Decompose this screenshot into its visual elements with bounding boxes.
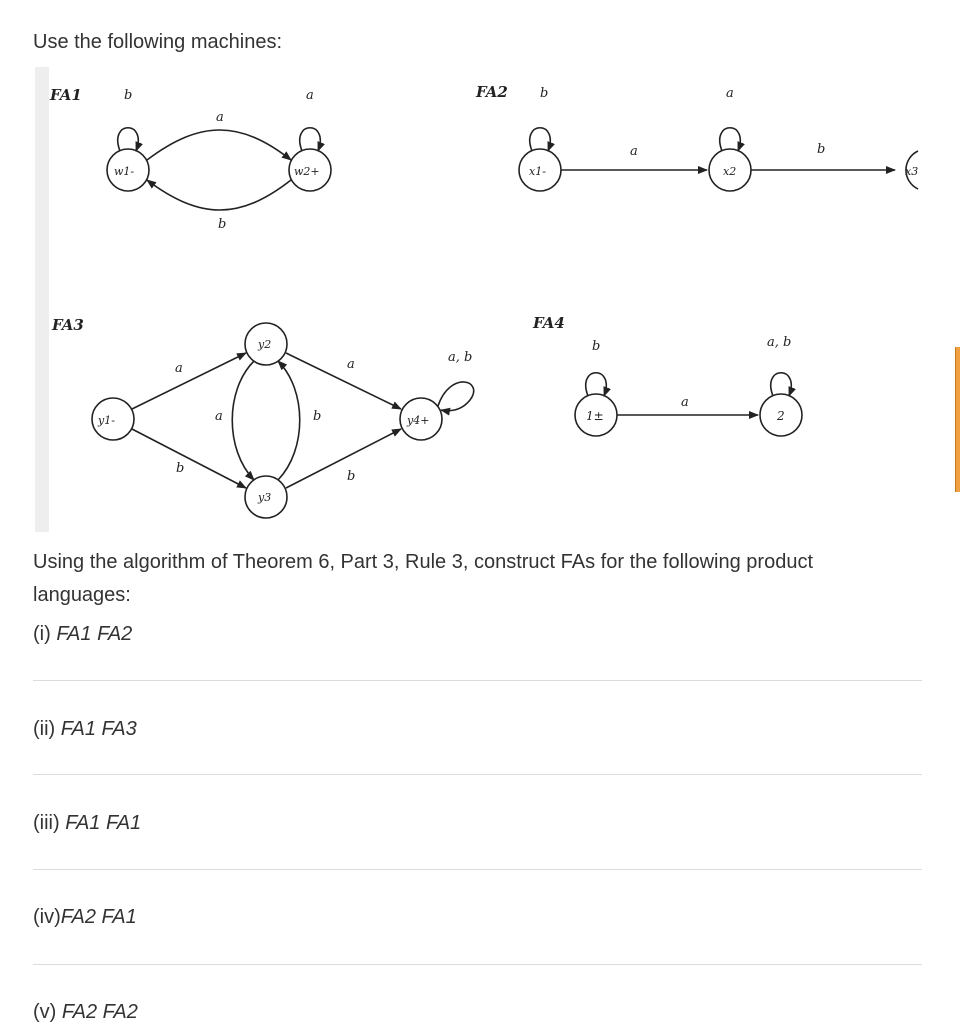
fa3-state-y3-label: y3 bbox=[258, 491, 272, 504]
fa1-state-w1-label: w1- bbox=[114, 165, 135, 178]
fa1-edge-bottom-label: b bbox=[218, 217, 227, 232]
fa3-edge-y2y4 bbox=[286, 353, 401, 409]
fa2-state-x1-label: x1- bbox=[529, 165, 546, 178]
item-2-first: FA1 bbox=[60, 718, 96, 740]
fa4-title: FA4 bbox=[533, 314, 565, 332]
item-5-number: (v) bbox=[33, 1001, 62, 1023]
item-1-number: (i) bbox=[33, 623, 57, 645]
item-3-second: FA1 bbox=[105, 812, 142, 834]
fa2-state-x2-label: x2 bbox=[723, 165, 737, 178]
fa1-loop-w2-label: a bbox=[306, 88, 314, 103]
item-4-first: FA2 bbox=[60, 906, 96, 928]
item-2 bbox=[33, 718, 137, 741]
fa3-edge-y2y3 bbox=[232, 361, 254, 480]
item-3-first: FA1 bbox=[65, 812, 101, 834]
fa3-loop-y4 bbox=[438, 382, 474, 411]
fa4-loop-1-label: b bbox=[592, 339, 601, 354]
fa1-edge-top bbox=[147, 130, 291, 160]
fa2-edge-x1x2-label: a bbox=[630, 144, 638, 159]
scrollbar-thumb[interactable] bbox=[955, 347, 960, 492]
fa4-edge-12-label: a bbox=[681, 395, 689, 410]
item-5 bbox=[33, 1001, 138, 1024]
fa1-title: FA1 bbox=[50, 86, 82, 104]
item-3-number: (iii) bbox=[33, 812, 66, 834]
fa2-loop-x2 bbox=[720, 128, 741, 151]
fa2-loop-x1 bbox=[530, 128, 551, 151]
item-5-first: FA2 bbox=[61, 1001, 98, 1023]
fa3-state-y4-label: y4+ bbox=[407, 414, 430, 427]
item-1 bbox=[33, 623, 132, 646]
item-1-second: FA2 bbox=[97, 623, 133, 645]
fa4-state-1-label: 1± bbox=[586, 409, 604, 423]
fa3-loop-y4-label: a, b bbox=[448, 350, 473, 365]
item-4-second: FA1 bbox=[101, 906, 137, 928]
divider bbox=[33, 680, 922, 681]
fa3-edge-y1y3 bbox=[132, 429, 246, 488]
item-2-second: FA3 bbox=[101, 718, 137, 740]
item-4-number: (iv) bbox=[33, 906, 61, 928]
divider bbox=[33, 869, 922, 870]
item-1-first: FA1 bbox=[56, 623, 92, 645]
fa1-loop-w1 bbox=[118, 128, 139, 151]
fa3-edge-y2y3-label: a bbox=[215, 409, 223, 424]
fa1-loop-w2 bbox=[300, 128, 321, 151]
fa4-loop-2-label: a, b bbox=[767, 335, 792, 350]
fa2-edge-x2x3-label: b bbox=[817, 142, 826, 157]
divider bbox=[33, 774, 922, 775]
intro-text: Use the following machines: bbox=[33, 31, 283, 53]
item-4 bbox=[33, 906, 137, 929]
item-2-number: (ii) bbox=[33, 718, 61, 740]
fa4-loop-2 bbox=[771, 373, 792, 396]
divider bbox=[33, 964, 922, 965]
fa3-edge-y3y4-label: b bbox=[347, 469, 356, 484]
fa3-edge-y1y2-label: a bbox=[175, 361, 183, 376]
fa3-state-y2-label: y2 bbox=[258, 338, 272, 351]
fa1-state-w2-label: w2+ bbox=[294, 165, 320, 178]
item-3 bbox=[33, 812, 141, 835]
fa3-edge-y3y2 bbox=[278, 361, 300, 480]
fa3-edge-y3y2-label: b bbox=[313, 409, 322, 424]
fa3-title: FA3 bbox=[52, 316, 84, 334]
question-text: Using the algorithm of Theorem 6, Part 3, Rule 3, construct FAs for the following product languages: bbox=[33, 551, 814, 606]
fa2-title: FA2 bbox=[476, 83, 508, 101]
fa1-edge-top-label: a bbox=[216, 110, 224, 125]
fa4-state-2-label: 2 bbox=[777, 409, 785, 423]
fa3-edge-y3y4 bbox=[286, 429, 401, 488]
fa1-loop-w1-label: b bbox=[124, 88, 133, 103]
fa3-edge-y1y2 bbox=[132, 353, 246, 409]
fa3-state-y1-label: y1- bbox=[98, 414, 115, 427]
item-5-second: FA2 bbox=[102, 1001, 138, 1023]
fa2-state-x3-label: x3 bbox=[905, 165, 919, 178]
fa2-loop-x2-label: a bbox=[726, 86, 734, 101]
fa1-edge-bottom bbox=[147, 180, 291, 210]
fa4-loop-1 bbox=[586, 373, 607, 396]
fa3-edge-y2y4-label: a bbox=[347, 357, 355, 372]
fa3-edge-y1y3-label: b bbox=[176, 461, 185, 476]
fa2-loop-x1-label: b bbox=[540, 86, 549, 101]
